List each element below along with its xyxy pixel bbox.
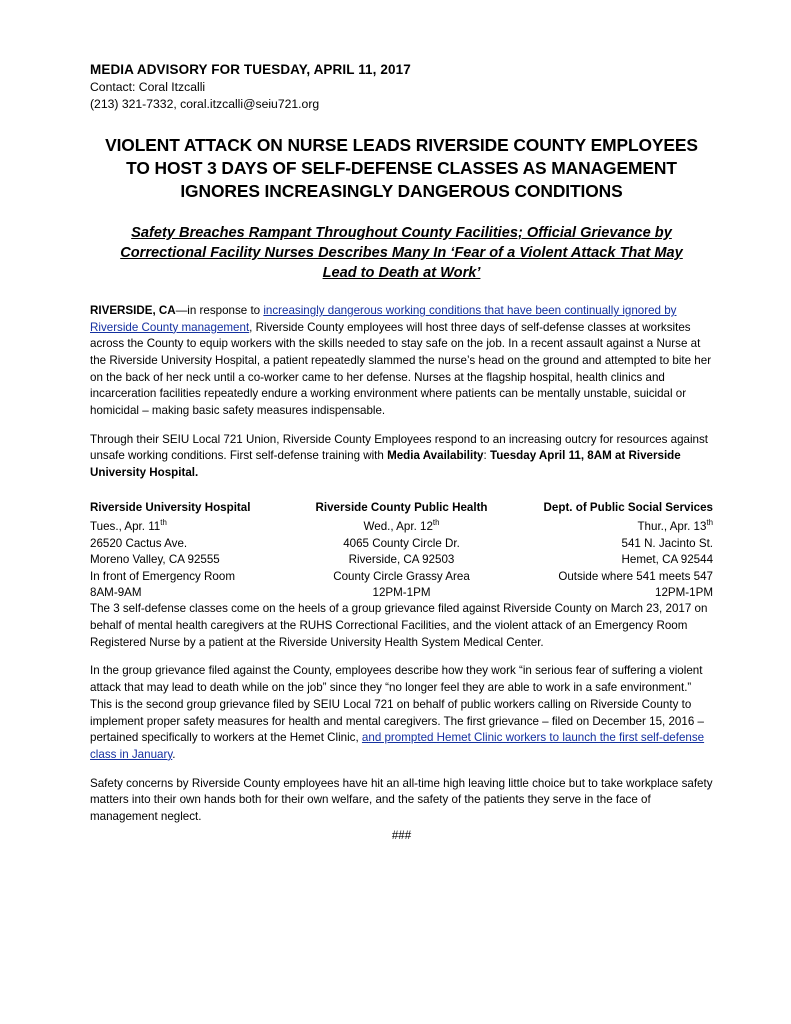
event-date-text: Tues., Apr. 11 xyxy=(90,520,161,534)
event-column-3 xyxy=(505,500,713,602)
event-date xyxy=(298,517,506,535)
page-title: VIOLENT ATTACK ON NURSE LEADS RIVERSIDE COUNTY EMPLOYEES TO HOST 3 DAYS OF SELF-DEFENSE CLASSES AS MANAGEMENT IGNORES INCREASINGLY DANGEROUS CONDITIONS xyxy=(105,135,698,201)
event-column-2 xyxy=(298,500,506,602)
paragraph-4 xyxy=(90,663,713,763)
paragraph-1-rest: , Riverside County employees will host three days of self-defense classes at worksites across the County to equip workers with the skills needed to stay safe on the job. In a recent assault against a Nurse at the Riverside University Hospital, a patient repeatedly slammed the nurse’s head on the ground and attempted to bite her on the back of her neck until a co-worker came to her defense. Nurses at the flagship hospital, health clinics and incarceration facilities repeatedly endure a working environment where patients can be mentally unstable, suicidal or homicidal – making basic safety measures indispensable. xyxy=(90,320,712,418)
dateline: RIVERSIDE, CA xyxy=(90,303,176,317)
event-location-line: In front of Emergency Room xyxy=(90,569,235,583)
events-table xyxy=(90,500,713,602)
event-location-line: County Circle Grassy Area xyxy=(333,569,470,583)
event-title: Riverside County Public Health xyxy=(315,500,488,514)
event-time-line: 12PM-1PM xyxy=(655,585,714,599)
paragraph-2 xyxy=(90,432,713,482)
paragraph-1-intro: —in response to xyxy=(175,303,264,317)
event-date xyxy=(90,517,298,535)
event-date-text: Wed., Apr. 12 xyxy=(363,520,433,534)
event-title: Dept. of Public Social Services xyxy=(543,500,714,514)
event-location-line: Outside where 541 meets 547 xyxy=(558,569,714,583)
event-date-text: Thur., Apr. 13 xyxy=(637,520,707,534)
event-title: Riverside University Hospital xyxy=(90,500,251,514)
end-mark: ### xyxy=(391,828,412,842)
event-time-line: 8AM-9AM xyxy=(90,585,142,599)
body-copy xyxy=(90,303,713,844)
event-address-line: 26520 Cactus Ave. xyxy=(90,536,188,550)
contact-details: (213) 321-7332, coral.itzcalli@seiu721.org xyxy=(90,97,320,112)
event-date-suffix: th xyxy=(706,518,714,528)
event-date xyxy=(505,517,713,535)
paragraph-1 xyxy=(90,303,713,420)
media-availability-detail: Tuesday April 11, 8AM at Riverside University Hospital. xyxy=(90,449,681,480)
paragraph-3: The 3 self-defense classes come on the heels of a group grievance filed against Riverside County on March 23, 2017 on behalf of mental health caregivers at the RUHS Correctional Facilities, and the violent attack of an Emergency Room Registered Nurse by a patient at the Riverside University Health System Medical Center. xyxy=(90,602,708,649)
event-address-line: 4065 County Circle Dr. xyxy=(343,536,460,550)
event-column-1 xyxy=(90,500,298,602)
event-date-suffix: th xyxy=(160,518,167,528)
event-city-line: Riverside, CA 92503 xyxy=(348,553,455,567)
hemet-clinic-link[interactable]: and prompted Hemet Clinic workers to launch the first self-defense class in January xyxy=(90,731,705,761)
event-time-line: 12PM-1PM xyxy=(372,585,431,599)
contact-name: Contact: Coral Itzcalli xyxy=(90,80,206,94)
event-address-line: 541 N. Jacinto St. xyxy=(621,536,714,550)
media-availability-label: Media Availability xyxy=(387,449,484,463)
paragraph-4-end: . xyxy=(172,747,176,761)
paragraph-5: Safety concerns by Riverside County employees have hit an all-time high leaving little choice but to take workplace safety matters into their own hands both for their own welfare, and the safety of the patients they serve in the face of management neglect. xyxy=(90,776,713,823)
paragraph-2-start: Through their SEIU Local 721 Union, Riverside County Employees respond to an increasing outcry for resources against unsafe working conditions. First self-defense training with xyxy=(90,432,709,463)
event-date-suffix: th xyxy=(432,518,440,528)
event-city-line: Hemet, CA 92544 xyxy=(621,553,714,567)
paragraph-4-start: In the group grievance filed against the County, employees describe how they work “in serious fear of suffering a violent attack that may lead to death while on the job” since they “no longer feel they are able to work in a safe environment.” This is the second group grievance filed by SEIU Local 721 on behalf of public workers calling on Riverside County to implement proper safety measures for health and mental caregivers. The first grievance – filed on December 15, 2016 – pertained specifically to workers at the Hemet Clinic, xyxy=(90,664,704,745)
dangerous-conditions-link[interactable]: increasingly dangerous working conditions that have been continually ignored by Riverside County management xyxy=(90,303,677,334)
event-city-line: Moreno Valley, CA 92555 xyxy=(90,553,220,567)
paragraph-2-mid: : xyxy=(483,449,490,463)
advisory-title: MEDIA ADVISORY FOR TUESDAY, APRIL 11, 2017 xyxy=(90,62,411,77)
subhead: Safety Breaches Rampant Throughout County Facilities; Official Grievance by Correctional Facility Nurses Describes Many In ‘Fear of a Violent Attack That May Lead to Death at Work’ xyxy=(120,224,683,281)
